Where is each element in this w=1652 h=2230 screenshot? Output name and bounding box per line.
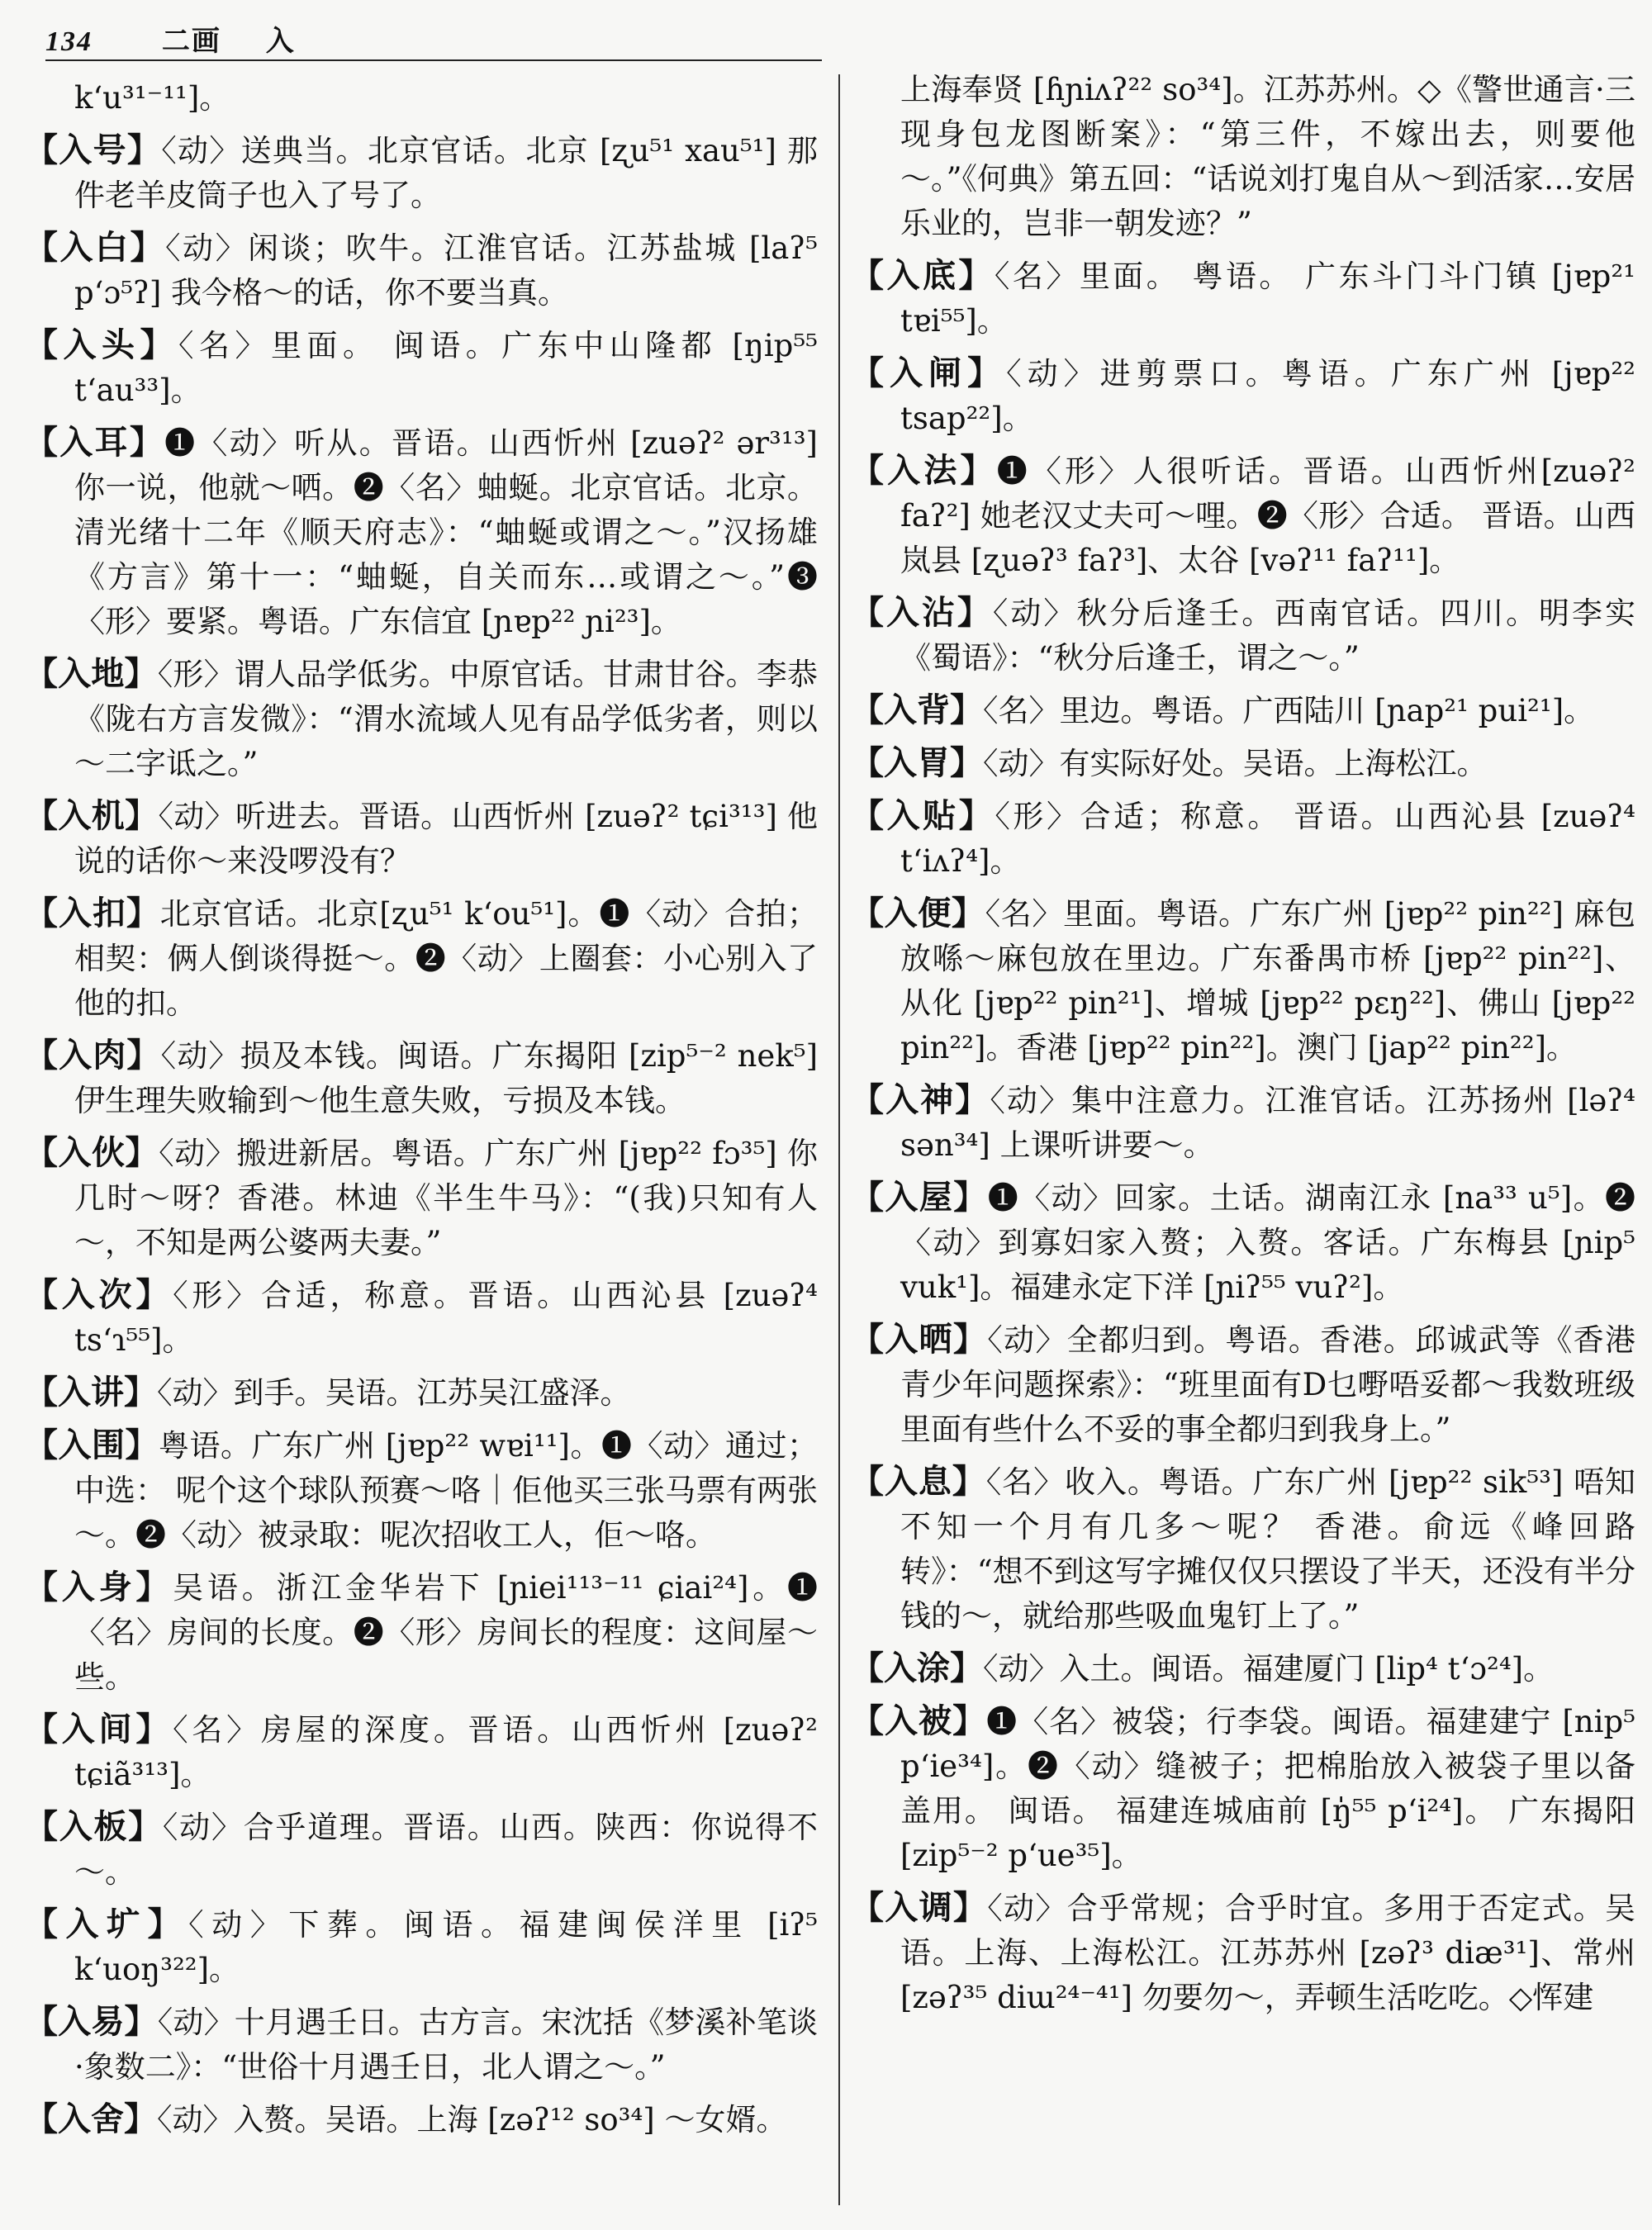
right-column: [851, 68, 1635, 2028]
entry-definition: 〈动〉听进去。晋语。山西忻州 [zuəʔ² tɕi³¹³] 他说的话你～来没啰没有？: [74, 799, 818, 879]
dictionary-entry: [25, 323, 818, 413]
entry-headword: 【入间】: [25, 1710, 173, 1748]
dictionary-entry: [25, 1423, 818, 1558]
entry-definition: 〈名〉收入。粤语。广东广州 [jɐp²² sik⁵³] 唔知不知一个月有几多～呢？ 香港。俞远《峰回路转》：“想不到这写字摊仅仅只摆设了半天，还没有半分钱的～，就给那些吸血鬼钉上了。”: [900, 1464, 1635, 1634]
entry-headword: 【入底】: [851, 256, 995, 295]
entry-headword: 【入头】: [25, 325, 179, 364]
dictionary-entry: [25, 1902, 818, 1992]
dictionary-entry: [851, 794, 1635, 884]
entry-headword: 【入舍】: [25, 2100, 157, 2138]
dictionary-entry: [25, 225, 818, 316]
dictionary-entry: [851, 1078, 1635, 1168]
dictionary-entry: [851, 1459, 1635, 1639]
entry-headword: 【入息】: [851, 1462, 986, 1501]
header-rule: [45, 59, 822, 61]
column-divider: [838, 74, 840, 2205]
dictionary-entry: [25, 1033, 818, 1123]
entry-headword: 【入贴】: [851, 796, 995, 835]
entry-definition: ❶〈形〉人很听话。晋语。山西忻州[zuəʔ² faʔ²] 她老汉丈夫可～哩。❷〈形〉合适。 晋语。山西岚县 [ʐuəʔ³ faʔ³]、太谷 [vəʔ¹¹ faʔ¹¹]。: [900, 453, 1635, 578]
entry-definition: 〈动〉全都归到。粤语。香港。邱诚武等《香港青少年问题探索》：“班里面有D乜嘢唔妥都～我数班级里面有些什么不妥的事全都归到我身上。”: [900, 1322, 1635, 1447]
dictionary-entry: [851, 1886, 1635, 2020]
dictionary-entry: [25, 1707, 818, 1797]
page-number: 134: [45, 26, 93, 57]
dictionary-entry: [851, 1699, 1635, 1878]
entry-definition: 吴语。浙江金华岩下 [ɲiei¹¹³⁻¹¹ ɕiai²⁴]。❶〈名〉房间的长度。❷〈形〉房间长的程度：这间屋～些。: [74, 1570, 819, 1695]
dictionary-entry: [851, 741, 1635, 786]
entry-definition: 〈动〉送典当。北京官话。北京 [ʐu⁵¹ xau⁵¹] 那件老羊皮筒子也入了号了。: [74, 133, 819, 213]
left-lead-text: k‘u³¹⁻¹¹]。: [74, 80, 230, 116]
entry-definition: ❶〈动〉听从。晋语。山西忻州 [zuəʔ² ər³¹³] 你一说，他就～哂。❷〈名〉蚰蜒。北京官话。北京。清光绪十二年《顺天府志》：“蚰蜒或谓之～。”汉扬雄《方言》第十一：“蚰蜒，自关而东…或谓之～。”❸〈形〉要紧。粤语。广东信宜 [ɲɐp²² ɲi²³]。: [74, 425, 818, 639]
dictionary-entry: [25, 794, 818, 884]
entry-definition: 〈形〉谓人品学低劣。中原官话。甘肃甘谷。李恭《陇右方言发微》：“渭水流域人见有品学低劣者，则以～二字诋之。”: [74, 657, 819, 781]
entry-headword: 【入伙】: [25, 1133, 159, 1172]
entry-definition: 〈名〉里面。粤语。广东广州 [jɐp²² pin²²] 麻包放喺～麻包放在里边。广东番禺市桥 [jɐp²² pin²²]、从化 [jɐp²² pin²¹]、增城 [jɐp²² pɛŋ²²]、佛山 [jɐp²² pin²²]。香港 [jɐp²² pin²²]。澳门 [jap²² pin²²]。: [900, 896, 1635, 1065]
dictionary-entry: [25, 891, 818, 1026]
section-label: 二画: [161, 25, 221, 58]
entry-headword: 【入身】: [25, 1568, 173, 1606]
dictionary-entry: [851, 1646, 1635, 1691]
entry-headword: 【入耳】: [25, 423, 165, 462]
entry-headword: 【入被】: [851, 1701, 987, 1740]
dictionary-entry: [25, 1370, 818, 1416]
page-header: [45, 18, 296, 59]
section-character: 入: [265, 25, 296, 58]
entry-headword: 【入讲】: [25, 1373, 157, 1412]
entry-headword: 【入便】: [851, 894, 985, 932]
right-entry-list: [851, 254, 1635, 2020]
entry-definition: 〈名〉房屋的深度。晋语。山西忻州 [zuəʔ² tɕiã³¹³]。: [74, 1712, 818, 1792]
entry-definition: 〈名〉里面。 闽语。广东中山隆都 [ŋip⁵⁵ t‘au³³]。: [74, 328, 818, 408]
entry-headword: 【入板】: [25, 1807, 163, 1846]
entry-headword: 【入晒】: [851, 1320, 988, 1359]
dictionary-entry: [25, 420, 818, 644]
entry-headword: 【入次】: [25, 1275, 173, 1314]
entry-definition: 〈动〉闲谈；吹牛。江淮官话。江苏盐城 [laʔ⁵ p‘ɔ⁵ʔ] 我今格～的话，你不要当真。: [74, 230, 818, 311]
entry-headword: 【入屋】: [851, 1178, 988, 1217]
dictionary-entry: [851, 688, 1635, 733]
entry-definition: 〈动〉集中注意力。江淮官话。江苏扬州 [ləʔ⁴ sən³⁴] 上课听讲要～。: [900, 1083, 1636, 1163]
dictionary-entry: [851, 254, 1635, 344]
entry-definition: 〈动〉损及本钱。闽语。广东揭阳 [zip⁵⁻² nek⁵] 伊生理失败输到～他生意失败，亏损及本钱。: [74, 1038, 819, 1118]
dictionary-entry: [851, 1175, 1635, 1310]
entry-definition: 〈动〉入赘。吴语。上海 [zəʔ¹² so³⁴] ～女婿。: [157, 2102, 787, 2137]
entry-headword: 【入法】: [851, 451, 997, 490]
dictionary-entry: [851, 351, 1635, 441]
right-lead-text: 上海奉贤 [ɦɲiʌʔ²² so³⁴]。江苏苏州。◇《警世通言·三现身包龙图断案》：“第三件，不嫁出去，则要他～。”《何典》第五回：“话说刘打鬼自从～到活家…安居乐业的，岂非一朝发迹？”: [900, 72, 1635, 241]
entry-definition: 〈动〉下葬。闽语。福建闽侯洋里 [iʔ⁵ k‘uoŋ³²²]。: [74, 1907, 819, 1987]
entry-definition: 粤语。广东广州 [jɐp²² wɐi¹¹]。❶〈动〉通过；中选： 呢个这个球队预赛～咯｜佢他买三张马票有两张～。❷〈动〉被录取：呢次招收工人，佢～咯。: [74, 1428, 818, 1553]
entry-definition: 〈动〉到手。吴语。江苏吴江盛泽。: [157, 1375, 631, 1411]
entry-definition: ❶〈名〉被袋；行李袋。闽语。福建建宁 [nip⁵ p‘ie³⁴]。❷〈动〉缝被子；把棉胎放入被袋子里以备盖用。 闽语。 福建连城庙前 [ŋ̍⁵⁵ p‘i²⁴]。 广东揭阳 [zip⁵⁻² p‘ue³⁵]。: [900, 1704, 1635, 1873]
entry-headword: 【入圹】: [25, 1905, 189, 1943]
entry-definition: 〈名〉里面。 粤语。 广东斗门斗门镇 [jɐp²¹ tɐi⁵⁵]。: [900, 259, 1636, 339]
dictionary-entry: [25, 1805, 818, 1895]
entry-headword: 【入神】: [851, 1080, 990, 1119]
entry-headword: 【入闸】: [851, 353, 1007, 392]
entry-definition: 〈动〉有实际好处。吴语。上海松江。: [983, 746, 1488, 781]
dictionary-entry: [851, 1317, 1635, 1452]
dictionary-entry: [851, 591, 1635, 681]
entry-definition: 〈动〉十月遇壬日。古方言。宋沈括《梦溪补笔谈·象数二》：“世俗十月遇壬日，北人谓之～。”: [74, 2005, 819, 2085]
entry-definition: 〈动〉合乎常规；合乎时宜。多用于否定式。吴语。上海、上海松江。江苏苏州 [zəʔ³ diæ³¹]、常州 [zəʔ³⁵ diɯ²⁴⁻⁴¹] 勿要勿～，弄顿生活吃吃。◇恽建: [900, 1891, 1635, 2015]
entry-headword: 【入调】: [851, 1888, 988, 1927]
dictionary-entry: [25, 1131, 818, 1265]
entry-headword: 【入号】: [25, 130, 162, 169]
dictionary-entry: [25, 1273, 818, 1363]
entry-definition: 〈动〉秋分后逢壬。西南官话。四川。明李实《蜀语》：“秋分后逢壬，谓之～。”: [900, 595, 1636, 676]
entry-definition: 北京官话。北京[ʐu⁵¹ k‘ou⁵¹]。❶〈动〉合拍；相契：俩人倒谈得挺～。❷〈动〉上圈套：小心别入了他的扣。: [74, 896, 818, 1021]
entry-definition: 〈动〉进剪票口。粤语。广东广州 [jɐp²² tsap²²]。: [900, 356, 1636, 436]
entry-definition: 〈形〉合适，称意。晋语。山西沁县 [zuəʔ⁴ ts‘ɿ⁵⁵]。: [74, 1278, 818, 1358]
entry-headword: 【入胃】: [851, 743, 983, 782]
dictionary-entry: [25, 652, 818, 786]
entry-headword: 【入白】: [25, 228, 166, 267]
entry-definition: 〈动〉入土。闽语。福建厦门 [lip⁴ t‘ɔ²⁴]。: [983, 1651, 1555, 1687]
entry-definition: 〈动〉搬进新居。粤语。广东广州 [jɐp²² fɔ³⁵] 你几时～呀？香港。林迪《半生牛马》：“(我)只知有人～，不知是两公婆两夫妻。”: [74, 1136, 819, 1260]
dictionary-entry: [25, 1565, 818, 1700]
dictionary-entry: [851, 448, 1635, 583]
entry-definition: 〈形〉合适；称意。 晋语。山西沁县 [zuəʔ⁴ t‘iʌʔ⁴]。: [900, 799, 1636, 879]
entry-headword: 【入易】: [25, 2002, 158, 2041]
entry-headword: 【入背】: [851, 690, 983, 729]
entry-definition: 〈动〉合乎道理。晋语。山西。陕西：你说得不～。: [74, 1810, 819, 1890]
dictionary-entry: [25, 2000, 818, 2090]
left-entry-list: [25, 128, 818, 2142]
entry-headword: 【入涂】: [851, 1649, 983, 1687]
entry-headword: 【入地】: [25, 654, 158, 693]
entry-headword: 【入机】: [25, 796, 159, 835]
entry-headword: 【入沾】: [851, 593, 993, 632]
entry-headword: 【入围】: [25, 1426, 159, 1464]
entry-definition: ❶〈动〉回家。土话。湖南江永 [na³³ u⁵]。❷〈动〉到寡妇家入赘；入赘。客话。广东梅县 [ɲip⁵ vuk¹]。福建永定下洋 [ɲiʔ⁵⁵ vuʔ²]。: [900, 1180, 1636, 1305]
entry-definition: 〈名〉里边。粤语。广西陆川 [ɲap²¹ pui²¹]。: [983, 693, 1595, 728]
left-column: [25, 76, 818, 2150]
entry-headword: 【入肉】: [25, 1036, 161, 1075]
dictionary-entry: [851, 891, 1635, 1070]
dictionary-entry: [25, 128, 818, 218]
entry-headword: 【入扣】: [25, 894, 160, 932]
dictionary-entry: [25, 2097, 818, 2142]
